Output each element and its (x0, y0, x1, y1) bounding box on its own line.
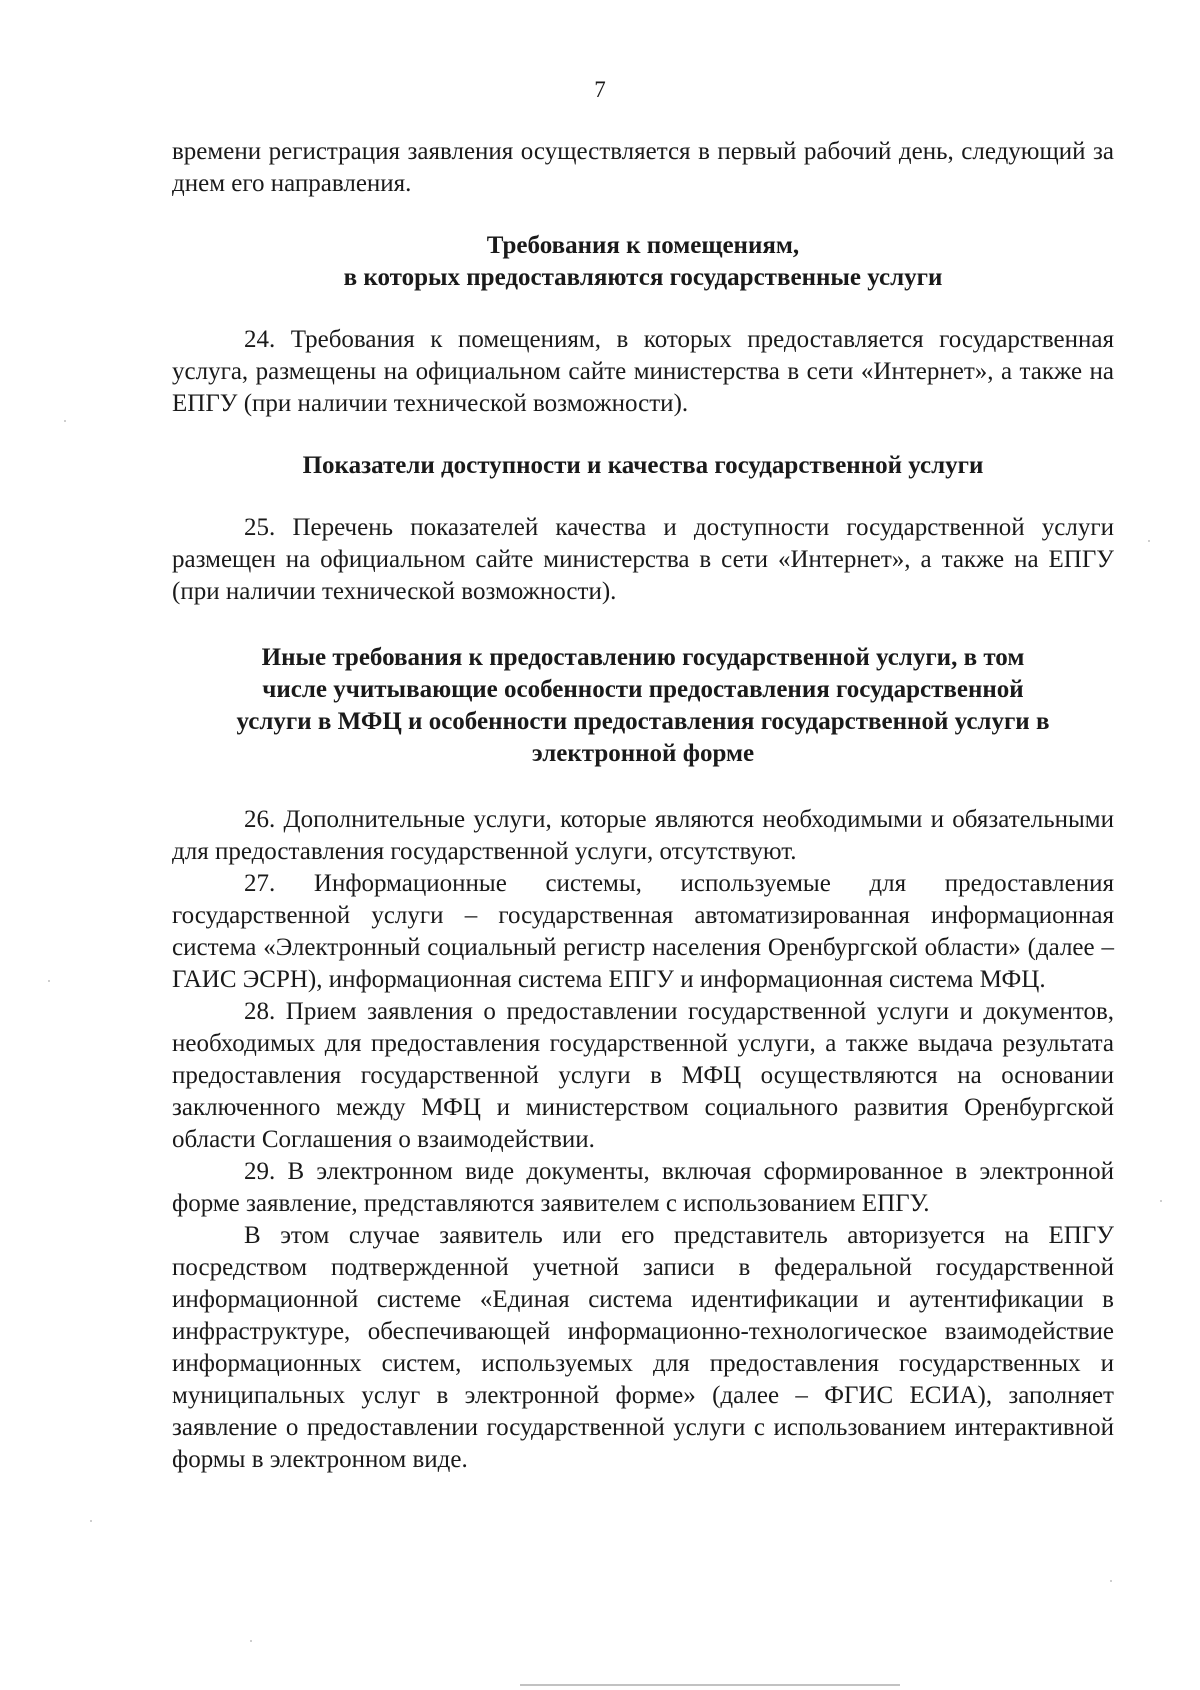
paragraph-26: 26. Дополнительные услуги, которые являются необходимыми и обязательными для предоставления государственной услуги, отсутствуют. (172, 806, 1114, 865)
heading-other-line2: числе учитывающие особенности предоставления государственной (262, 676, 1024, 703)
scan-edge-line (520, 1684, 900, 1686)
paragraph-27: 27. Информационные системы, используемые для предоставления государственной услуги – государственная автоматизированная информационная система «Электронный социальный регистр населения Оренбургской области» (далее – ГАИС ЭСРН), информационная система ЕПГУ и информационная система МФЦ. (172, 870, 1114, 993)
heading-other-line3: услуги в МФЦ и особенности предоставления государственной услуги в (236, 708, 1050, 735)
scan-speck (64, 420, 66, 422)
heading-premises-line2: в которых предоставляются государственные услуги (343, 264, 943, 291)
scan-speck (1148, 540, 1150, 542)
page-number: 7 (594, 77, 606, 102)
paragraph-25: 25. Перечень показателей качества и доступности государственной услуги размещен на официальном сайте министерства в сети «Интернет», а также на ЕПГУ (при наличии технической возможности). (172, 514, 1114, 605)
scan-speck (1160, 1200, 1162, 1202)
scan-speck (48, 980, 50, 982)
paragraph-29: 29. В электронном виде документы, включая сформированное в электронной форме заявление, представляются заявителем с использованием ЕПГУ. (172, 1158, 1114, 1217)
document-body (172, 136, 1114, 1476)
heading-quality-line: Показатели доступности и качества государственной услуги (302, 452, 984, 479)
heading-quality (172, 450, 1114, 482)
heading-other-requirements (172, 642, 1114, 770)
heading-other-line4: электронной форме (531, 740, 755, 767)
heading-premises-line1: Требования к помещениям, (486, 232, 800, 259)
paragraph-28: 28. Прием заявления о предоставлении государственной услуги и документов, необходимых для предоставления государственной услуги, а также выдача результата предоставления государственной услуги в МФЦ осуществляются на основании заключенного между МФЦ и министерством социального развития Оренбургской области Соглашения о взаимодействии. (172, 998, 1114, 1153)
heading-other-line1: Иные требования к предоставлению государственной услуги, в том (261, 644, 1025, 671)
heading-premises (172, 230, 1114, 294)
scan-speck (250, 1640, 252, 1642)
intro-paragraph: времени регистрация заявления осуществляется в первый рабочий день, следующий за днем его направления. (172, 138, 1114, 197)
scan-speck (1110, 1580, 1112, 1582)
paragraph-24: 24. Требования к помещениям, в которых предоставляется государственная услуга, размещены на официальном сайте министерства в сети «Интернет», а также на ЕПГУ (при наличии технической возможности). (172, 326, 1114, 417)
scan-speck (90, 1520, 92, 1522)
paragraph-29-continued: В этом случае заявитель или его представитель авторизуется на ЕПГУ посредством подтвержденной учетной записи в федеральной государственной информационной системе «Единая система идентификации и аутентификации в инфраструктуре, обеспечивающей информационно-технологическое взаимодействие информационных систем, используемых для предоставления государственных и муниципальных услуг в электронной форме» (далее – ФГИС ЕСИА), заполняет заявление о предоставлении государственной услуги с использованием интерактивной формы в электронном виде. (172, 1222, 1114, 1473)
